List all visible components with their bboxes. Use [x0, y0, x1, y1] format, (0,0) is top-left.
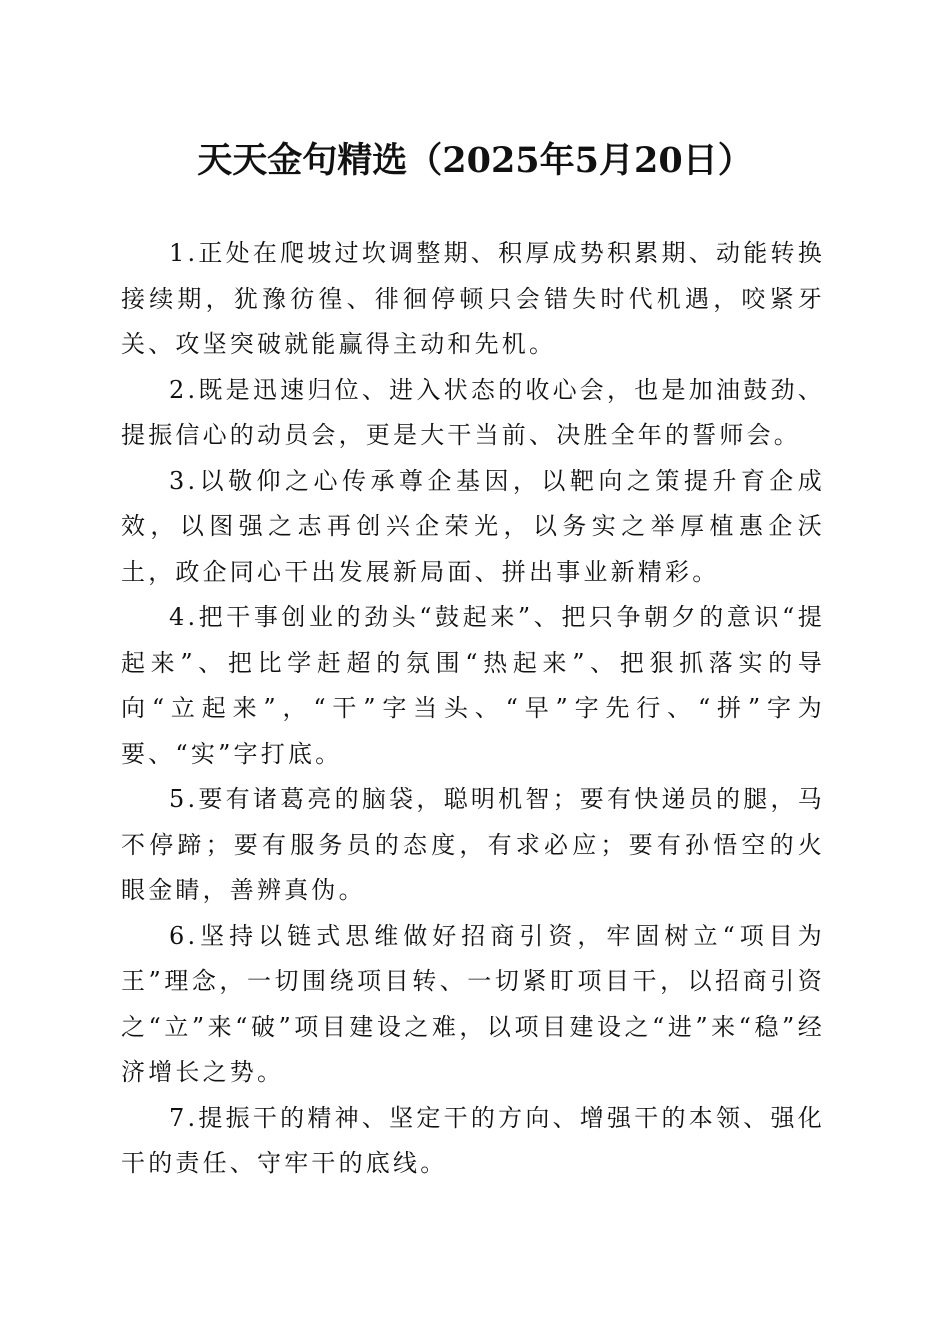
quote-paragraph-6: 6.坚持以链式思维做好招商引资，牢固树立“项目为王”理念，一切围绕项目转、一切紧盯项目干，以招商引资之“立”来“破”项目建设之难，以项目建设之“进”来“稳”经济增长之势。 — [121, 921, 825, 1086]
quote-paragraph-3: 3.以敬仰之心传承尊企基因，以靶向之策提升育企成效，以图强之志再创兴企荣光，以务实之举厚植惠企沃土，政企同心干出发展新局面、拼出事业新精彩。 — [121, 466, 825, 586]
quote-paragraph-4: 4.把干事创业的劲头“鼓起来”、把只争朝夕的意识“提起来”、把比学赶超的氛围“热起来”、把狠抓落实的导向“立起来”，“干”字当头、“早”字先行、“拼”字为要、“实”字打底。 — [121, 603, 825, 768]
quote-paragraph-5: 5.要有诸葛亮的脑袋，聪明机智；要有快递员的腿，马不停蹄；要有服务员的态度，有求必应；要有孙悟空的火眼金睛，善辨真伪。 — [121, 785, 825, 904]
document-title: 天天金句精选（2025年5月20日） — [197, 140, 753, 181]
document-body — [121, 231, 825, 1187]
quote-paragraph-7: 7.提振干的精神、坚定干的方向、增强干的本领、强化干的责任、守牢干的底线。 — [121, 1103, 825, 1177]
quote-paragraph-1: 1.正处在爬坡过坎调整期、积厚成势积累期、动能转换接续期，犹豫彷徨、徘徊停顿只会错失时代机遇，咬紧牙关、攻坚突破就能赢得主动和先机。 — [121, 239, 825, 358]
quote-paragraph-2: 2.既是迅速归位、进入状态的收心会，也是加油鼓劲、提振信心的动员会，更是大干当前、决胜全年的誓师会。 — [121, 375, 825, 449]
